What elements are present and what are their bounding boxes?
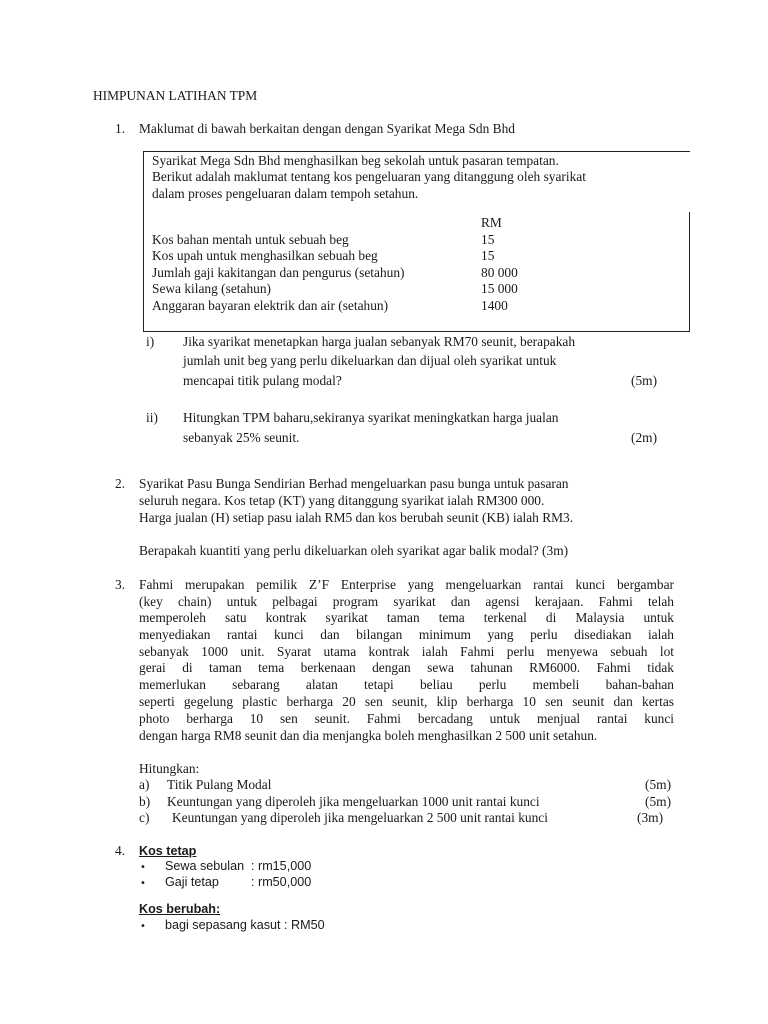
fixed-cost-label: Sewa sebulan xyxy=(165,859,245,873)
fixed-cost-value: : rm50,000 xyxy=(251,875,312,889)
question-3-number: 3. xyxy=(115,577,126,592)
question-3-line: memperoleh satu kontrak syarikat taman tema terkenal di Malaysia untuk xyxy=(139,610,674,625)
question-2-line: Syarikat Pasu Bunga Sendirian Berhad mengeluarkan pasu bunga untuk pasaran xyxy=(139,476,569,491)
cost-item-value: 15 xyxy=(481,232,495,247)
sub-question-i-line: mencapai titik pulang modal? xyxy=(183,373,342,388)
cost-item-label: Sewa kilang (setahun) xyxy=(152,281,271,296)
kos-tetap-heading: Kos tetap xyxy=(139,844,197,858)
part-letter: a) xyxy=(139,777,150,792)
cost-item-label: Kos upah untuk menghasilkan sebuah beg xyxy=(152,248,378,263)
fixed-cost-label: Gaji tetap xyxy=(165,875,219,889)
bullet-icon: • xyxy=(140,878,146,889)
question-3-line: sebanyak 1000 unit. Syarat utama kontrak ialah Fahmi perlu menyewa sebuah lot xyxy=(139,644,674,659)
fixed-cost-value: : rm15,000 xyxy=(251,859,312,873)
part-marks: (3m) xyxy=(637,810,664,825)
part-text: Keuntungan yang diperoleh jika mengeluarkan 2 500 unit rantai kunci xyxy=(172,810,548,825)
sub-question-ii-line: sebanyak 25% seunit. xyxy=(183,430,300,445)
question-3-hitungkan: Hitungkan: xyxy=(139,761,200,776)
currency-header: RM xyxy=(481,215,502,230)
sub-question-i-marks: (5m) xyxy=(631,373,658,388)
question-1-intro: Maklumat di bawah berkaitan dengan dengan Syarikat Mega Sdn Bhd xyxy=(139,121,515,136)
sub-question-i-line: jumlah unit beg yang perlu dikeluarkan dan dijual oleh syarikat untuk xyxy=(183,353,557,368)
sub-question-i-number: i) xyxy=(146,334,155,349)
cost-item-value: 80 000 xyxy=(481,265,518,280)
bullet-icon: • xyxy=(140,921,146,932)
sub-question-ii-marks: (2m) xyxy=(631,430,658,445)
cost-item-value: 1400 xyxy=(481,298,508,313)
sub-question-ii-number: ii) xyxy=(146,410,158,425)
info-box-bottom-border xyxy=(143,331,690,332)
question-3-line: (key chain) untuk pelbagai program syarikat dan agensi kerajaan. Fahmi telah xyxy=(139,594,674,609)
info-box-right-border xyxy=(689,212,690,332)
question-3-line: photo berharga 10 sen seunit. Fahmi bercadang untuk menjual rantai kunci xyxy=(139,711,674,726)
sub-question-i-line: Jika syarikat menetapkan harga jualan sebanyak RM70 seunit, berapakah xyxy=(183,334,576,349)
page-title: HIMPUNAN LATIHAN TPM xyxy=(93,88,258,103)
cost-item-label: Kos bahan mentah untuk sebuah beg xyxy=(152,232,349,247)
cost-item-value: 15 xyxy=(481,248,495,263)
question-2-number: 2. xyxy=(115,476,126,491)
question-4-number: 4. xyxy=(115,843,126,858)
part-marks: (5m) xyxy=(645,794,672,809)
question-2-line: seluruh negara. Kos tetap (KT) yang ditanggung syarikat ialah RM300 000. xyxy=(139,493,545,508)
part-marks: (5m) xyxy=(645,777,672,792)
question-2-question: Berapakah kuantiti yang perlu dikeluarkan oleh syarikat agar balik modal? (3m) xyxy=(139,543,569,558)
info-box-top-border xyxy=(143,151,690,152)
cost-item-label: Anggaran bayaran elektrik dan air (setahun) xyxy=(152,298,389,313)
variable-cost-item: bagi sepasang kasut : RM50 xyxy=(165,918,325,932)
part-letter: c) xyxy=(139,810,150,825)
question-3-line: memerlukan sebarang alatan tetapi beliau perlu membeli bahan-bahan xyxy=(139,677,674,692)
part-text: Titik Pulang Modal xyxy=(167,777,272,792)
info-box-line-3: dalam proses pengeluaran dalam tempoh setahun. xyxy=(152,186,419,201)
question-3-line: Fahmi merupakan pemilik Z’F Enterprise yang mengeluarkan rantai kunci bergambar xyxy=(139,577,674,592)
question-2-line: Harga jualan (H) setiap pasu ialah RM5 dan kos berubah seunit (KB) ialah RM3. xyxy=(139,510,574,525)
part-letter: b) xyxy=(139,794,151,809)
question-3-line: menyediakan rantai kunci dan bilangan minimum yang perlu disediakan ialah xyxy=(139,627,674,642)
question-3-line: seperti gegelung plastic berharga 20 sen seunit, klip berharga 10 sen seunit dan kertas xyxy=(139,694,674,709)
info-box-line-2: Berikut adalah maklumat tentang kos pengeluaran yang ditanggung oleh syarikat xyxy=(152,169,586,184)
info-box-left-border xyxy=(143,151,144,332)
question-3-line: dengan harga RM8 seunit dan dia menjangka boleh menghasilkan 2 500 unit setahun. xyxy=(139,728,598,743)
info-box-line-1: Syarikat Mega Sdn Bhd menghasilkan beg sekolah untuk pasaran tempatan. xyxy=(152,153,559,168)
cost-item-label: Jumlah gaji kakitangan dan pengurus (setahun) xyxy=(152,265,405,280)
sub-question-ii-line: Hitungkan TPM baharu,sekiranya syarikat meningkatkan harga jualan xyxy=(183,410,559,425)
cost-item-value: 15 000 xyxy=(481,281,518,296)
bullet-icon: • xyxy=(140,862,146,873)
question-3-line: gerai di taman tema berkenaan dengan sewa tahunan RM6000. Fahmi tidak xyxy=(139,660,674,675)
question-1-number: 1. xyxy=(115,121,126,136)
kos-berubah-heading: Kos berubah: xyxy=(139,902,221,916)
part-text: Keuntungan yang diperoleh jika mengeluarkan 1000 unit rantai kunci xyxy=(167,794,540,809)
